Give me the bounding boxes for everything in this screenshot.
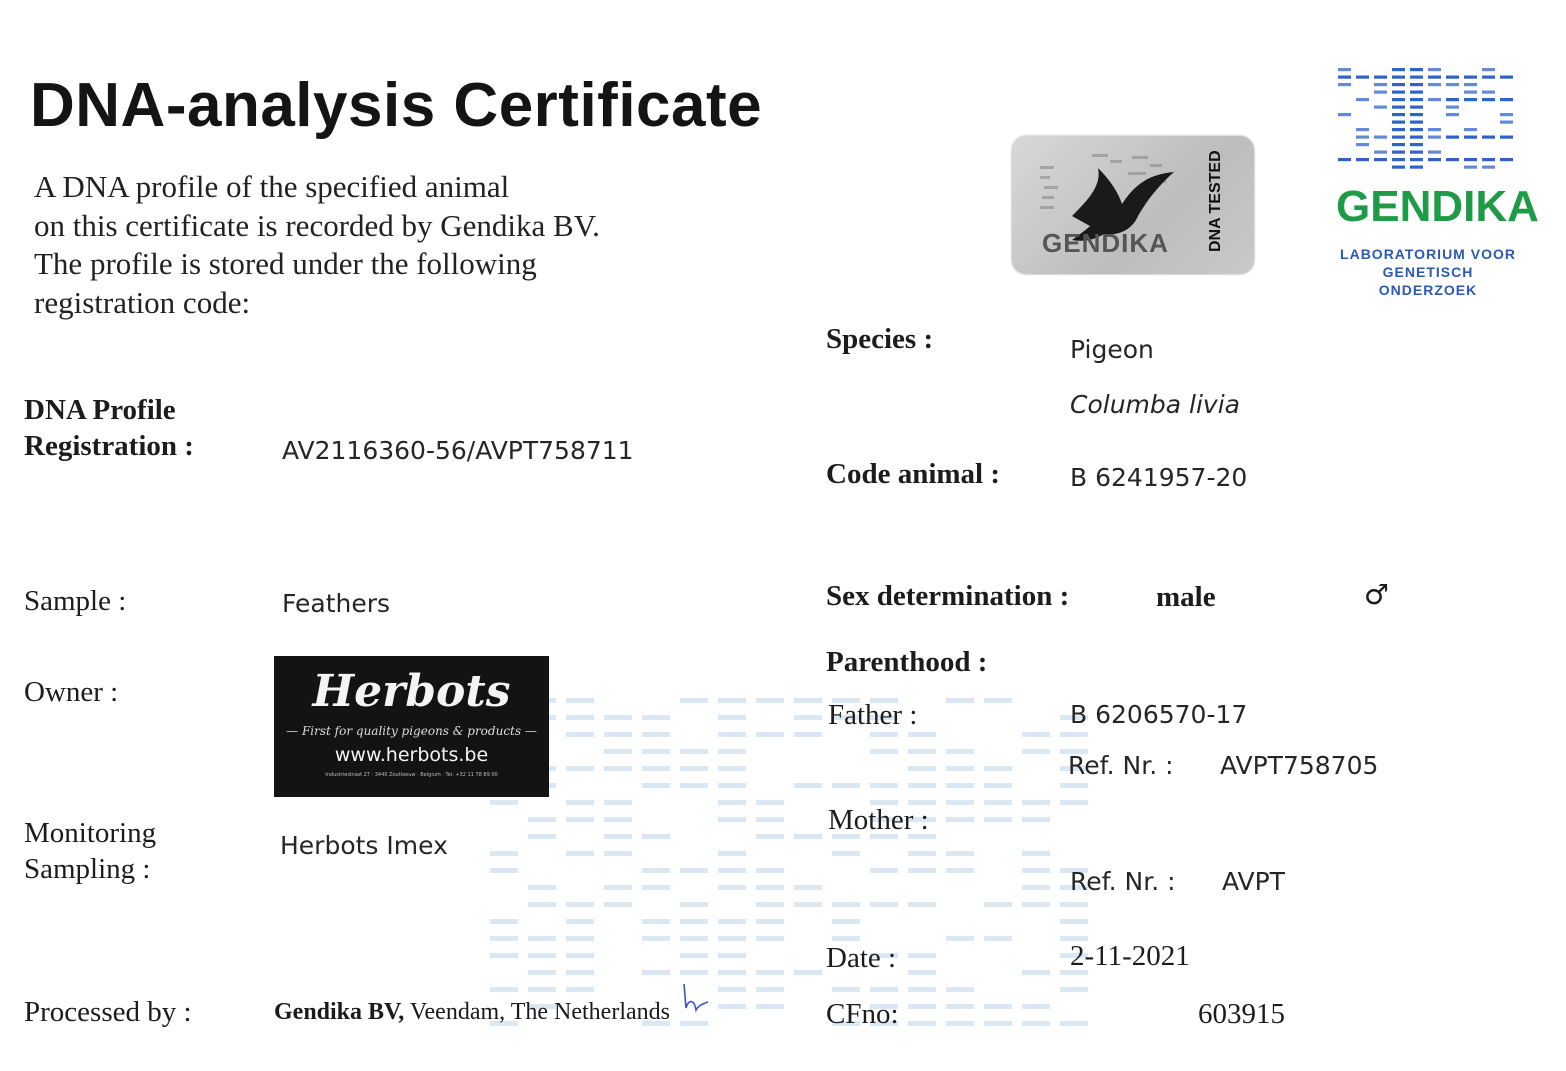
processed-value [274,999,670,1026]
owner-logo-address: Industriestraat 27 · 3440 Zoutleeuw · Belgium · Tel. +32 11 78 89 00 [325,772,498,778]
cfno-value: 603915 [1198,998,1285,1030]
sampling-label: Sampling : [24,853,151,885]
logo-subtitle-line: GENETISCH ONDERZOEK [1378,264,1478,298]
parenthood-label: Parenthood : [826,646,988,678]
date-value: 2-11-2021 [1070,940,1190,972]
species-latin: Columba livia [1070,390,1240,419]
owner-logo-url: www.herbots.be [334,744,489,766]
father-value: B 6206570-17 [1070,700,1248,729]
code-animal-value: B 6241957-20 [1070,463,1248,492]
logo-name: GENDIKA [1336,182,1539,231]
male-symbol-icon: ♂ [1364,578,1390,611]
intro-line: A DNA profile of the specified animal [34,169,510,204]
father-ref-label: Ref. Nr. : [1068,751,1174,780]
monitoring-label: Monitoring [24,817,157,849]
owner-logo-tagline: — First for quality pigeons & products — [286,724,537,738]
monitoring-value: Herbots Imex [280,831,448,860]
dna-ladder-watermark [480,690,1100,1050]
sticker-brand: GENDIKA [1042,228,1169,258]
processed-label: Processed by : [24,996,192,1028]
processed-company: Gendika BV, [274,999,405,1025]
registration-label: Registration : [24,430,194,462]
logo-subtitle-line: LABORATORIUM VOOR [1340,246,1516,262]
certificate-intro [34,168,600,322]
intro-line: registration code: [34,284,251,320]
species-common: Pigeon [1070,335,1154,364]
father-ref-value: AVPT758705 [1220,751,1379,780]
certificate-title: DNA-analysis Certificate [30,71,763,140]
sex-value: male [1156,581,1216,613]
code-animal-label: Code animal : [826,458,1000,490]
sticker-badge: DNA TESTED [1207,150,1224,252]
sex-label: Sex determination : [826,580,1070,612]
logo-subtitle [1338,245,1518,299]
signature-mark [672,980,712,1020]
profile-label: DNA Profile [24,394,176,426]
intro-line: The profile is stored under the following [34,246,537,281]
sample-label: Sample : [24,585,127,617]
father-label: Father : [828,699,918,731]
mother-ref-value: AVPT [1222,867,1285,896]
cfno-label: CFno: [826,998,899,1030]
date-label: Date : [826,942,897,974]
intro-line: on this certificate is recorded by Gendika BV. [34,207,600,243]
species-label: Species : [826,323,934,355]
owner-logo [274,656,549,797]
mother-ref-label: Ref. Nr. : [1070,867,1176,896]
sample-value: Feathers [282,589,391,618]
processed-location: Veendam, The Netherlands [404,999,670,1025]
owner-label: Owner : [24,676,119,708]
mother-label: Mother : [828,804,929,836]
registration-value: AV2116360-56/AVPT758711 [282,436,634,465]
owner-logo-brand: Herbots [312,666,511,717]
